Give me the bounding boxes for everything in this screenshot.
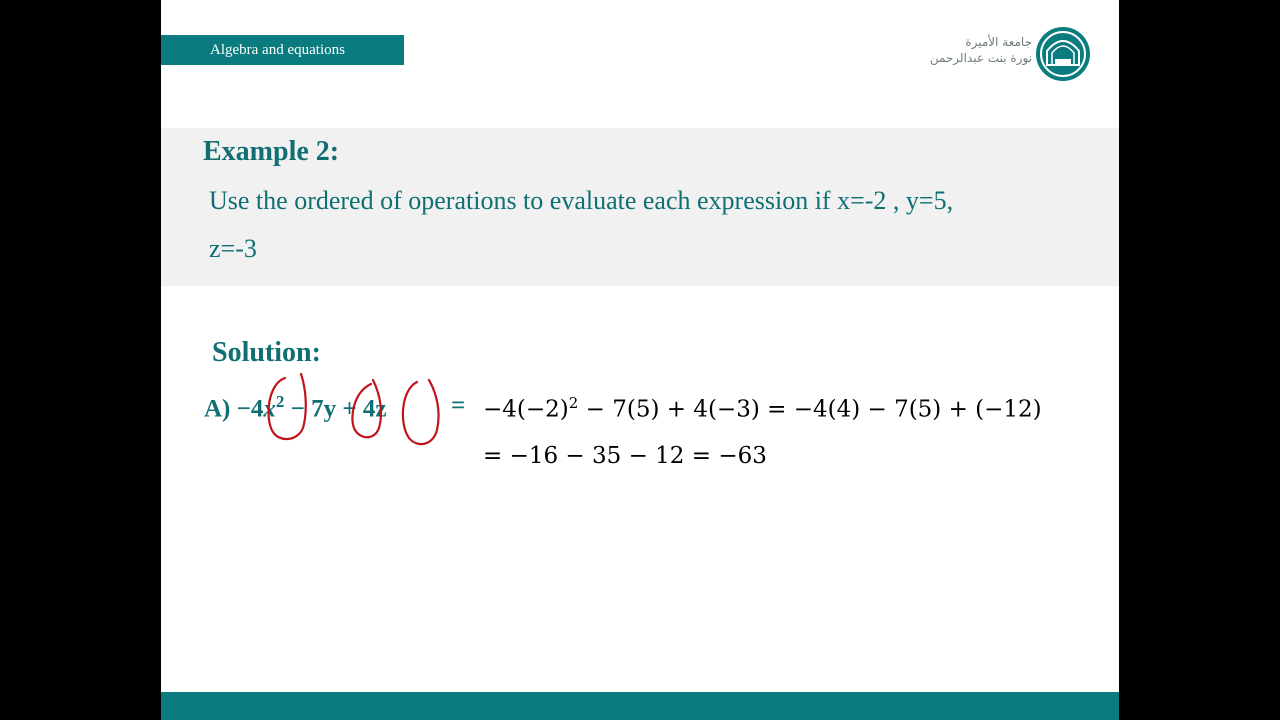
logo-text-line1: جامعة الأميرة bbox=[965, 35, 1032, 49]
example-box bbox=[161, 128, 1119, 286]
slide bbox=[161, 0, 1119, 720]
topic-banner: Algebra and equations bbox=[161, 35, 404, 65]
evaluation-step-2: = −16 − 35 − 12 = −63 bbox=[483, 443, 767, 469]
expression-coefficient: −4 bbox=[236, 395, 264, 423]
university-emblem-icon bbox=[1035, 25, 1091, 83]
expression-a bbox=[204, 392, 386, 423]
solution-title: Solution: bbox=[212, 337, 321, 368]
expression-remainder: − 7y + 4z bbox=[284, 395, 387, 423]
logo-text-line2: نورة بنت عبدالرحمن bbox=[929, 51, 1032, 65]
expression-variable-x: x bbox=[263, 395, 276, 423]
example-statement-line2: z=-3 bbox=[209, 234, 257, 263]
expression-exponent: 2 bbox=[275, 392, 285, 411]
step1-substitution: −4(−2) bbox=[483, 396, 569, 423]
logo-text bbox=[929, 34, 1032, 66]
ink-circle-z bbox=[403, 380, 439, 444]
step1-exponent: 2 bbox=[568, 394, 579, 412]
example-statement-line1: Use the ordered of operations to evaluate each expression if x=-2 , y=5, bbox=[209, 186, 954, 215]
step1-remainder: − 7(5) + 4(−3) = −4(4) − 7(5) + (−12) bbox=[578, 396, 1042, 423]
example-title: Example 2: bbox=[203, 136, 340, 167]
university-logo bbox=[929, 25, 1091, 83]
bottom-bar bbox=[161, 692, 1119, 720]
evaluation-step-1 bbox=[483, 394, 1042, 423]
equals-sign: = bbox=[451, 392, 466, 419]
example-statement bbox=[209, 177, 1089, 273]
part-label: A) bbox=[204, 395, 231, 423]
